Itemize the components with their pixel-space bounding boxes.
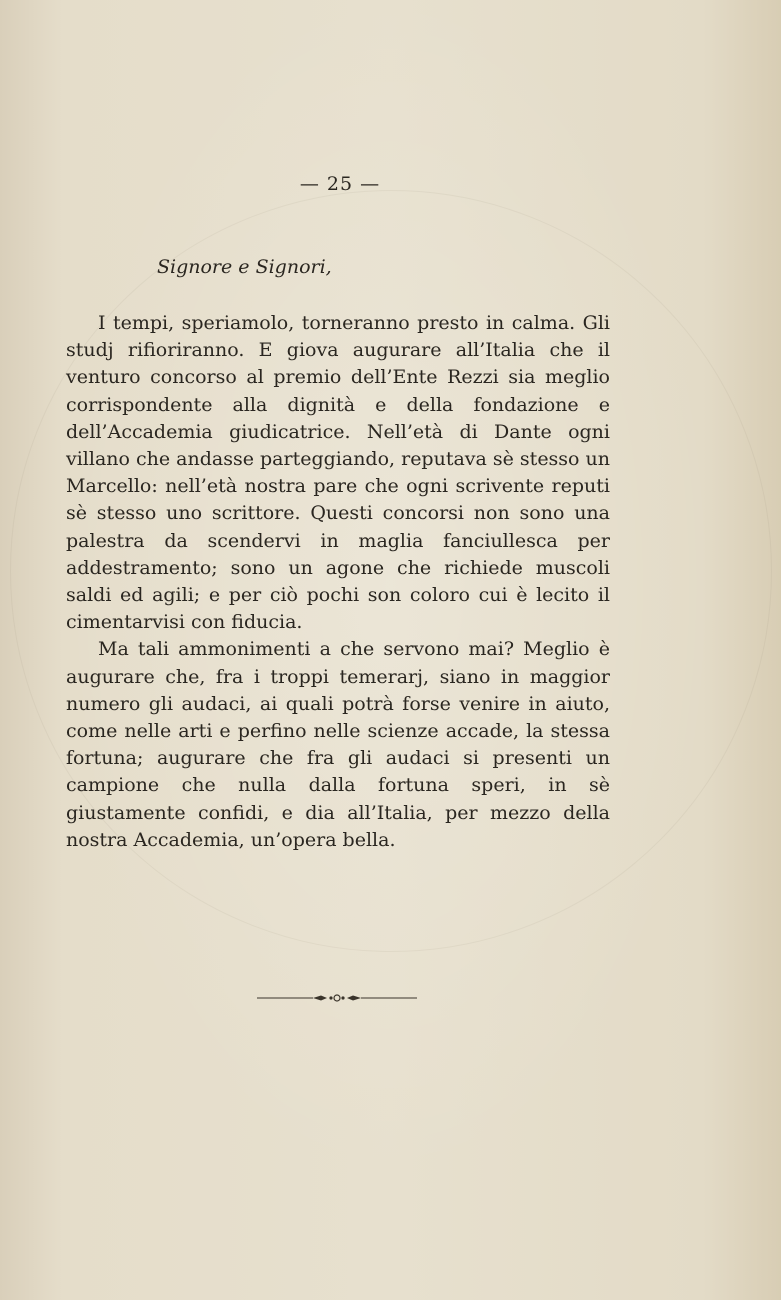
paragraph-2: Ma tali ammonimenti a che servono mai? Meglio è augurare che, fra i troppi temerarj, siano in maggior numero gli audaci, ai quali potrà forse venire in aiuto, come nelle arti e perfino nelle scienze accade, la stessa fortuna; augurare che fra gli audaci si presenti un campione che nulla dalla fortuna speri, in sè giustamente confidi, e dia all’Italia, per mezzo della nostra Accademia, un’opera bella. xyxy=(66,638,610,851)
body-text xyxy=(66,310,610,854)
paragraph-1: I tempi, speriamolo, torneranno presto in calma. Gli studj rifioriranno. E giova augurare all’Italia che il venturo concorso al premio dell’Ente Rezzi sia meglio corrispondente alla dignità e della fondazione e dell’Accademia giudicatrice. Nell’età di Dante ogni villano che andasse parteggiando, reputava sè stesso un Marcello: nell’età nostra pare che ogni scrivente reputi sè stesso uno scrittore. Questi concorsi non sono una palestra da scendervi in maglia fanciullesca per addestramento; sono un agone che richiede muscoli saldi ed agili; e per ciò pochi son coloro cui è lecito il cimentarvisi con fiducia. xyxy=(66,312,611,634)
salutation: Signore e Signori, xyxy=(157,256,332,278)
flourish-divider-icon xyxy=(257,990,417,1006)
page-number: — 25 — xyxy=(299,173,381,195)
